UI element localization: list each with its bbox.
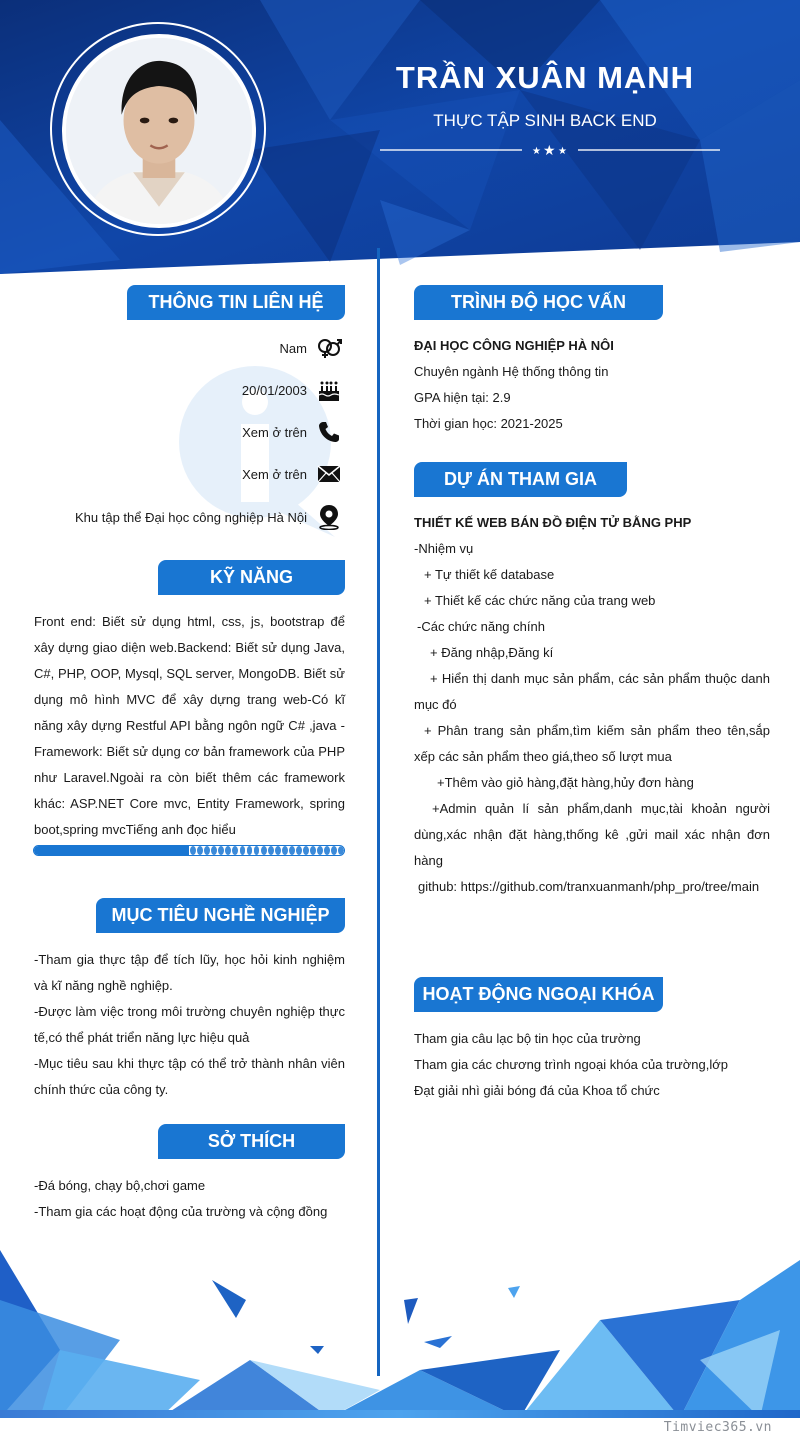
section-heading-activities: HOẠT ĐỘNG NGOẠI KHÓA	[414, 977, 663, 1012]
svg-text:★: ★	[543, 143, 556, 158]
brand-watermark: Timviec365.vn	[663, 1420, 772, 1435]
birthday-value: 20/01/2003	[241, 382, 307, 398]
svg-text:★: ★	[532, 146, 541, 157]
phone-icon	[316, 419, 342, 445]
skill-dot	[232, 846, 238, 855]
skill-dot	[331, 846, 337, 855]
skill-level-remaining	[189, 846, 344, 855]
project-github-link: github: https://github.com/tranxuanmanh/php_pro/tree/main	[418, 879, 760, 894]
skill-dot	[261, 846, 267, 855]
skill-dot	[296, 846, 302, 855]
contact-gender	[280, 333, 342, 363]
skill-dot	[211, 846, 217, 855]
skill-dot	[317, 846, 323, 855]
footer-background	[0, 1240, 800, 1418]
gender-value: Nam	[279, 340, 307, 356]
skill-dot	[204, 846, 210, 855]
section-heading-hobbies: SỞ THÍCH	[158, 1124, 345, 1159]
career-goal-list	[34, 947, 345, 1103]
skill-dot	[338, 846, 344, 855]
education-major: Chuyên ngành Hệ thống thông tin	[414, 364, 609, 379]
gender-icon	[316, 335, 342, 361]
education-period: Thời gian học: 2021-2025	[414, 416, 563, 431]
activities-list	[414, 1026, 770, 1104]
candidate-name: TRẦN XUÂN MẠNH	[395, 60, 695, 95]
project-line: + Hiển thị danh mục sản phẩm, các sản phẩm thuộc danh mục đó	[414, 671, 770, 712]
activity-line: Tham gia các chương trình ngoại khóa của trường,lớp	[414, 1057, 728, 1072]
project-line: +Admin quản lí sản phẩm,danh mục,tài khoản người dùng,xác nhận đặt hàng,thống kê ,gửi mail xác nhận đơn hàng	[414, 801, 770, 868]
activity-line: Tham gia câu lạc bộ tin học của trường	[414, 1031, 641, 1046]
skill-dot	[254, 846, 260, 855]
career-goal-line: -Được làm việc trong môi trường chuyên nghiệp thực tế,có thể phát triển năng lực hiệu quả	[34, 1004, 345, 1045]
skill-dot	[190, 846, 196, 855]
hobby-line: -Đá bóng, chạy bộ,chơi game	[34, 1178, 206, 1193]
skill-dot	[240, 846, 246, 855]
skill-dot	[324, 846, 330, 855]
contact-address	[75, 502, 342, 532]
contact-phone	[242, 417, 342, 447]
skill-level-fill	[34, 846, 189, 855]
avatar	[62, 34, 256, 228]
skill-dot	[247, 846, 253, 855]
contact-birthday	[242, 375, 342, 405]
section-heading-projects: DỰ ÁN THAM GIA	[414, 462, 627, 497]
skill-dot	[197, 846, 203, 855]
hobbies-list	[34, 1173, 345, 1225]
skill-dot	[218, 846, 224, 855]
education-gpa: GPA hiện tại: 2.9	[414, 390, 511, 405]
title-divider-stars	[380, 142, 720, 158]
portrait-photo	[66, 38, 252, 224]
skill-level-bar	[33, 845, 345, 856]
contact-email	[242, 459, 342, 489]
education-details	[414, 333, 770, 437]
section-heading-career-goal: MỤC TIÊU NGHỀ NGHIỆP	[96, 898, 345, 933]
skill-dot	[275, 846, 281, 855]
skills-text: Front end: Biết sử dụng html, css, js, bootstrap để xây dựng giao diện web.Backend: Biết sử dụng Java, C#, PHP, OOP, Mysql, SQL server, MongoDB. Biết sử dụng mô hình MVC để xây dựng trang web-Có kĩ năng xây dựng Restful API bằng ngôn ngữ C# ,java -Framework: Biết sử dụng cơ bản framework của PHP như Laravel.Ngoài ra còn biết thêm các framework khác: ASP.NET Core mvc, Entity Framework, spring boot,spring mvcTiếng anh đọc hiểu	[34, 614, 345, 837]
project-line: + Thiết kế các chức năng của trang web	[424, 593, 656, 608]
project-line: +Thêm vào giỏ hàng,đặt hàng,hủy đơn hàng	[437, 775, 694, 790]
envelope-icon	[316, 461, 342, 487]
hobby-line: -Tham gia các hoạt động của trường và cộng đồng	[34, 1204, 328, 1219]
project-line: -Các chức năng chính	[417, 619, 545, 634]
skill-dot	[303, 846, 309, 855]
job-title: THỰC TẬP SINH BACK END	[433, 111, 657, 130]
center-divider	[377, 248, 380, 1376]
career-goal-line: -Mục tiêu sau khi thực tập có thể trở thành nhân viên chính thức của công ty.	[34, 1056, 345, 1097]
section-heading-contact: THÔNG TIN LIÊN HỆ	[127, 285, 345, 320]
activity-line: Đạt giải nhì giải bóng đá của Khoa tổ chức	[414, 1083, 660, 1098]
school-name: ĐẠI HỌC CÔNG NGHIỆP HÀ NÔI	[414, 338, 614, 353]
project-line: -Nhiệm vụ	[414, 541, 474, 556]
section-heading-skills: KỸ NĂNG	[158, 560, 345, 595]
email-value: Xem ở trên	[242, 466, 307, 482]
location-pin-icon	[316, 504, 342, 530]
svg-text:★: ★	[558, 146, 567, 157]
project-details	[414, 510, 770, 900]
skill-dot	[225, 846, 231, 855]
skill-dot	[289, 846, 295, 855]
project-line: + Tự thiết kế database	[424, 567, 555, 582]
skill-dot	[282, 846, 288, 855]
skill-dot	[268, 846, 274, 855]
birthday-cake-icon	[316, 377, 342, 403]
career-goal-line: -Tham gia thực tập để tích lũy, học hỏi kinh nghiệm và kĩ năng nghề nghiệp.	[34, 952, 345, 993]
skill-dot	[310, 846, 316, 855]
project-title: THIẾT KẾ WEB BÁN ĐỒ ĐIỆN TỬ BẰNG PHP	[414, 515, 692, 530]
project-line: + Đăng nhập,Đăng kí	[430, 645, 554, 660]
phone-value: Xem ở trên	[242, 424, 307, 440]
project-line: + Phân trang sản phẩm,tìm kiếm sản phẩm theo tên,sắp xếp các sản phẩm theo giá,theo số lượt mua	[414, 723, 770, 764]
section-heading-education: TRÌNH ĐỘ HỌC VẤN	[414, 285, 663, 320]
address-value: Khu tập thể Đại học công nghiệp Hà Nội	[75, 509, 307, 525]
